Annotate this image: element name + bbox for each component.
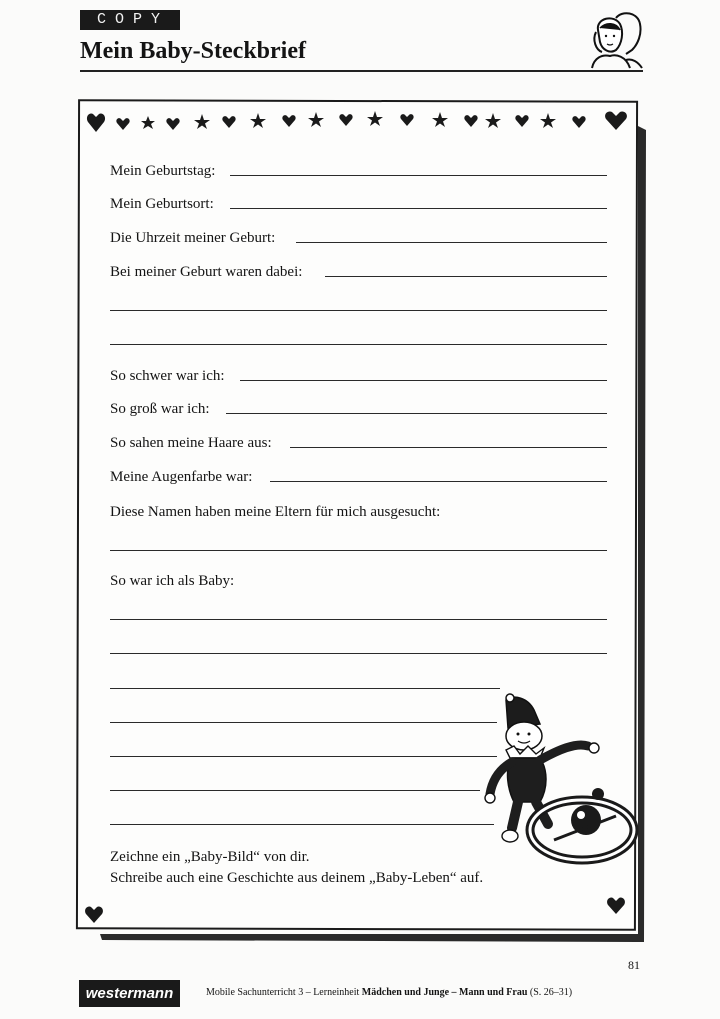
star-icon bbox=[432, 112, 448, 127]
footer-unit: Mädchen und Junge – Mann und Frau bbox=[361, 987, 528, 998]
heart-icon bbox=[572, 116, 585, 128]
write-line[interactable] bbox=[110, 310, 607, 311]
write-line[interactable] bbox=[110, 722, 497, 723]
write-line[interactable] bbox=[270, 481, 607, 482]
decoration-border bbox=[86, 108, 631, 136]
write-line[interactable] bbox=[230, 175, 607, 176]
heart-icon bbox=[400, 114, 413, 126]
write-line[interactable] bbox=[110, 688, 500, 689]
field-label-birth-time: Die Uhrzeit meiner Geburt: bbox=[110, 229, 283, 247]
write-line[interactable] bbox=[290, 447, 607, 448]
heart-icon bbox=[87, 114, 105, 132]
copy-badge: COPY bbox=[80, 10, 180, 30]
write-line[interactable] bbox=[110, 790, 480, 791]
star-icon bbox=[308, 112, 324, 127]
star-icon bbox=[141, 116, 155, 129]
footer-pages: (S. 26–31) bbox=[527, 987, 573, 998]
heart-icon bbox=[116, 118, 129, 130]
write-line[interactable] bbox=[296, 242, 607, 243]
field-label-birthplace: Mein Geburtsort: bbox=[110, 195, 222, 213]
instruction-write: Schreibe auch eine Geschichte aus deinem „Baby-Leben“ auf. bbox=[110, 870, 484, 886]
field-label-names: Diese Namen haben meine Eltern für mich ausgesucht: bbox=[110, 503, 448, 521]
title-rule bbox=[80, 70, 643, 72]
write-line[interactable] bbox=[226, 413, 607, 414]
heart-icon bbox=[282, 115, 295, 127]
write-line[interactable] bbox=[110, 550, 607, 551]
publisher-logo: westermann bbox=[79, 980, 180, 1007]
footer-series: Mobile Sachunterricht 3 – Lerneinheit bbox=[206, 987, 362, 998]
field-label-as-baby: So war ich als Baby: bbox=[110, 572, 242, 590]
star-icon bbox=[540, 113, 556, 128]
write-line[interactable] bbox=[110, 653, 607, 654]
write-line[interactable] bbox=[230, 208, 607, 209]
write-line[interactable] bbox=[110, 756, 497, 757]
heart-icon bbox=[222, 116, 235, 128]
field-label-birthday: Mein Geburtstag: bbox=[110, 162, 223, 180]
star-icon bbox=[485, 113, 501, 128]
heart-icon bbox=[84, 905, 104, 925]
heart-icon bbox=[606, 896, 626, 916]
page-number: 81 bbox=[628, 958, 640, 972]
heart-icon bbox=[339, 114, 352, 126]
heart-icon bbox=[464, 115, 477, 127]
write-line[interactable] bbox=[110, 824, 494, 825]
instruction-draw: Zeichne ein „Baby-Bild“ von dir. bbox=[110, 849, 310, 865]
star-icon bbox=[194, 114, 210, 129]
field-label-present-at-birth: Bei meiner Geburt waren dabei: bbox=[110, 263, 310, 281]
field-label-weight: So schwer war ich: bbox=[110, 367, 233, 385]
toy-doll-with-rattle-ring-icon bbox=[484, 690, 639, 870]
heart-icon bbox=[166, 118, 179, 130]
write-line[interactable] bbox=[240, 380, 607, 381]
field-label-eye-color: Meine Augenfarbe war: bbox=[110, 468, 260, 486]
boy-and-girl-faces-icon bbox=[586, 10, 644, 70]
page-title: Mein Baby-Steckbrief bbox=[80, 38, 306, 64]
heart-icon bbox=[515, 115, 528, 127]
write-line[interactable] bbox=[110, 344, 607, 345]
star-icon bbox=[250, 113, 266, 128]
heart-icon bbox=[605, 111, 627, 130]
field-label-height: So groß war ich: bbox=[110, 400, 218, 418]
write-line[interactable] bbox=[110, 619, 607, 620]
footer-credit bbox=[206, 987, 572, 998]
star-icon bbox=[367, 111, 383, 126]
field-label-hair: So sahen meine Haare aus: bbox=[110, 434, 280, 452]
write-line[interactable] bbox=[325, 276, 607, 277]
